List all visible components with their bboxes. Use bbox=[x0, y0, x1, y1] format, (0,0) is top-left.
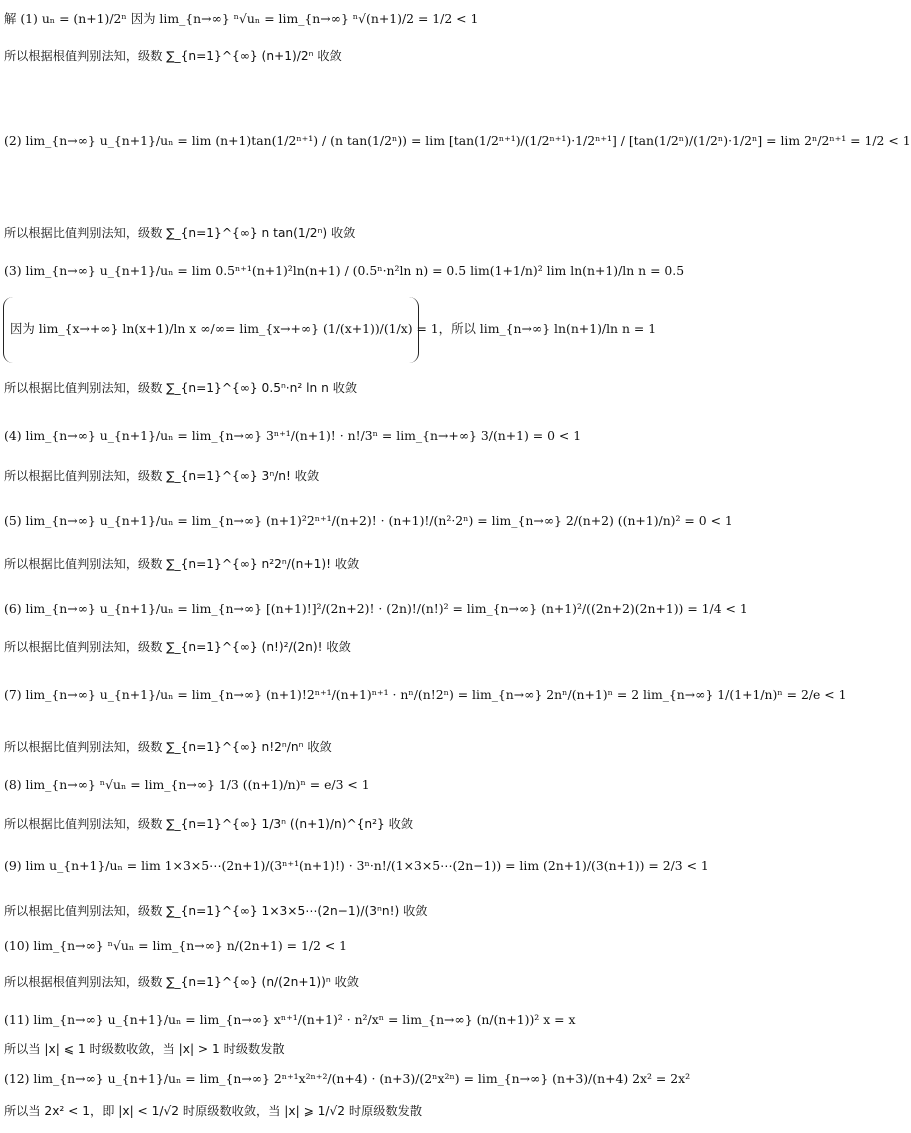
solution-line: (4) lim_{n→∞} u_{n+1}/uₙ = lim_{n→∞} 3ⁿ⁺¹/(n+1)! · n!/3ⁿ = lim_{n→+∞} 3/(n+1) = 0 < 1 bbox=[4, 428, 582, 443]
conclusion-line: 所以根据比值判别法知，级数 ∑_{n=1}^{∞} (n!)²/(2n)! 收敛 bbox=[4, 640, 351, 654]
conclusion-line: 所以根据根值判别法知，级数 ∑_{n=1}^{∞} (n/(2n+1))ⁿ 收敛 bbox=[4, 975, 359, 989]
conclusion-line: 所以当 2x² < 1，即 |x| < 1/√2 时原级数收敛，当 |x| ⩾ 1/√2 时原级数发散 bbox=[4, 1104, 423, 1118]
solution-line: (3) lim_{n→∞} u_{n+1}/uₙ = lim 0.5ⁿ⁺¹(n+1)²ln(n+1) / (0.5ⁿ·n²ln n) = 0.5 lim(1+1/n)² lim ln(n+1)/ln n = 0.5 bbox=[4, 263, 685, 278]
solution-line: (6) lim_{n→∞} u_{n+1}/uₙ = lim_{n→∞} [(n+1)!]²/(2n+2)! · (2n)!/(n!)² = lim_{n→∞} (n+1)²/((2n+2)(2n+1)) = 1/4 < 1 bbox=[4, 601, 748, 616]
aside-line: 因为 lim_{x→+∞} ln(x+1)/ln x ∞/∞= lim_{x→+∞} (1/(x+1))/(1/x) = 1，所以 lim_{n→∞} ln(n+1)/ln n = 1 bbox=[10, 321, 657, 336]
conclusion-line: 所以根据比值判别法知，级数 ∑_{n=1}^{∞} 0.5ⁿ·n² ln n 收敛 bbox=[4, 381, 358, 395]
conclusion-line: 所以根据比值判别法知，级数 ∑_{n=1}^{∞} n!2ⁿ/nⁿ 收敛 bbox=[4, 740, 332, 754]
conclusion-line: 所以根据根值判别法知，级数 ∑_{n=1}^{∞} (n+1)/2ⁿ 收敛 bbox=[4, 49, 342, 63]
solution-line: (10) lim_{n→∞} ⁿ√uₙ = lim_{n→∞} n/(2n+1) = 1/2 < 1 bbox=[4, 938, 348, 953]
solution-line: (8) lim_{n→∞} ⁿ√uₙ = lim_{n→∞} 1/3 ((n+1)/n)ⁿ = e/3 < 1 bbox=[4, 777, 370, 792]
solution-line: (2) lim_{n→∞} u_{n+1}/uₙ = lim (n+1)tan(1/2ⁿ⁺¹) / (n tan(1/2ⁿ)) = lim [tan(1/2ⁿ⁺¹)/(1/2ⁿ⁺¹)·1/2ⁿ⁺¹] / [tan(1/2ⁿ)/(1/2ⁿ)·1/2ⁿ] = lim 2ⁿ/2ⁿ⁺¹ = 1/2 < 1 bbox=[4, 133, 911, 148]
conclusion-line: 所以根据比值判别法知，级数 ∑_{n=1}^{∞} 1/3ⁿ ((n+1)/n)^{n²} 收敛 bbox=[4, 817, 414, 831]
solution-line: (7) lim_{n→∞} u_{n+1}/uₙ = lim_{n→∞} (n+1)!2ⁿ⁺¹/(n+1)ⁿ⁺¹ · nⁿ/(n!2ⁿ) = lim_{n→∞} 2nⁿ/(n+1)ⁿ = 2 lim_{n→∞} 1/(1+1/n)ⁿ = 2/e < 1 bbox=[4, 687, 847, 702]
solution-line: (9) lim u_{n+1}/uₙ = lim 1×3×5⋯(2n+1)/(3ⁿ⁺¹(n+1)!) · 3ⁿ·n!/(1×3×5⋯(2n−1)) = lim (2n+1)/(3(n+1)) = 2/3 < 1 bbox=[4, 858, 709, 873]
solution-line: 解 (1) uₙ = (n+1)/2ⁿ 因为 lim_{n→∞} ⁿ√uₙ = lim_{n→∞} ⁿ√(n+1)/2 = 1/2 < 1 bbox=[4, 11, 479, 26]
conclusion-line: 所以根据比值判别法知，级数 ∑_{n=1}^{∞} n²2ⁿ/(n+1)! 收敛 bbox=[4, 557, 360, 571]
solution-line: (11) lim_{n→∞} u_{n+1}/uₙ = lim_{n→∞} xⁿ⁺¹/(n+1)² · n²/xⁿ = lim_{n→∞} (n/(n+1))² x = x bbox=[4, 1012, 576, 1027]
conclusion-line: 所以当 |x| ⩽ 1 时级数收敛，当 |x| > 1 时级数发散 bbox=[4, 1042, 285, 1056]
conclusion-line: 所以根据比值判别法知，级数 ∑_{n=1}^{∞} n tan(1/2ⁿ) 收敛 bbox=[4, 226, 356, 240]
conclusion-line: 所以根据比值判别法知，级数 ∑_{n=1}^{∞} 1×3×5⋯(2n−1)/(3ⁿn!) 收敛 bbox=[4, 904, 428, 918]
solution-line: (5) lim_{n→∞} u_{n+1}/uₙ = lim_{n→∞} (n+1)²2ⁿ⁺¹/(n+2)! · (n+1)!/(n²·2ⁿ) = lim_{n→∞} 2/(n+2) ((n+1)/n)² = 0 < 1 bbox=[4, 513, 733, 528]
conclusion-line: 所以根据比值判别法知，级数 ∑_{n=1}^{∞} 3ⁿ/n! 收敛 bbox=[4, 469, 320, 483]
solution-line: (12) lim_{n→∞} u_{n+1}/uₙ = lim_{n→∞} 2ⁿ⁺¹x²ⁿ⁺²/(n+4) · (n+3)/(2ⁿx²ⁿ) = lim_{n→∞} (n+3)/(n+4) 2x² = 2x² bbox=[4, 1071, 691, 1086]
